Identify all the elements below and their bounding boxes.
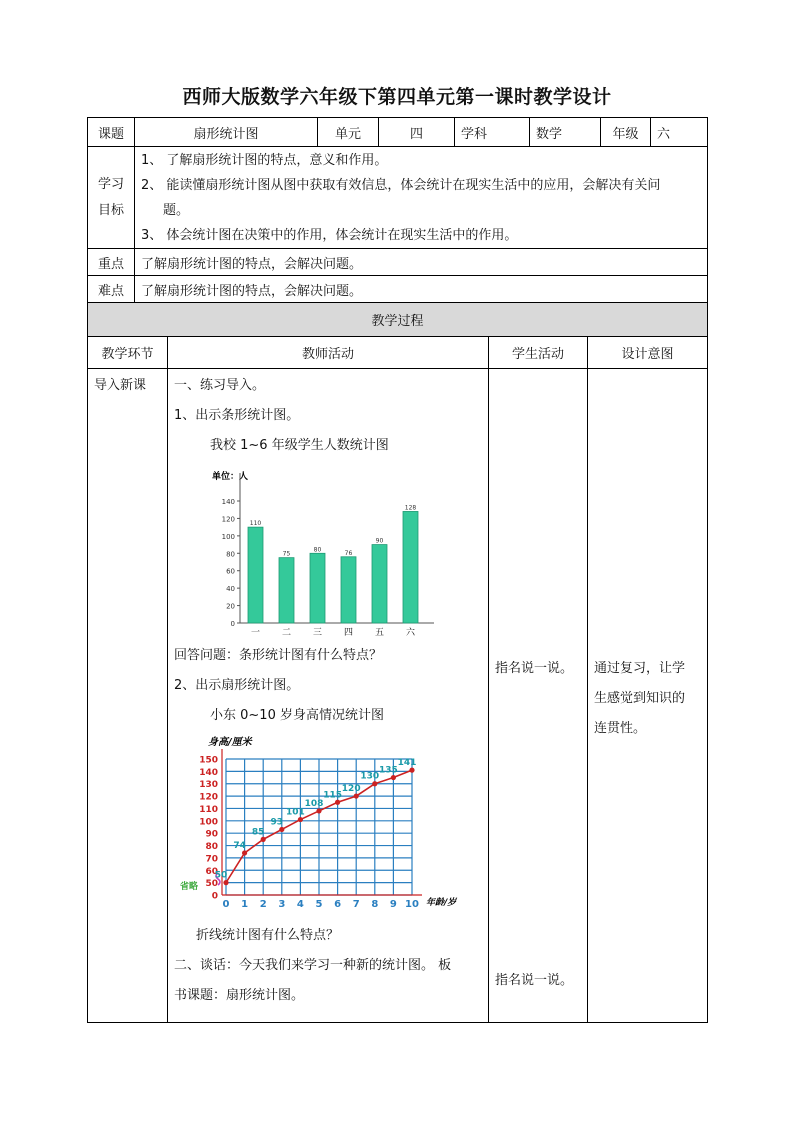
intent-line-1: 通过复习，让学 xyxy=(594,661,686,676)
line-y-tick-label: 90 xyxy=(205,829,218,840)
bar-y-tick-label: 100 xyxy=(221,532,235,541)
intent-line-3: 连贯性。 xyxy=(594,721,647,736)
height-value-label: 120 xyxy=(341,784,361,795)
bar-value-label: 76 xyxy=(344,549,353,557)
intent-line-2: 生感觉到知识的 xyxy=(594,691,686,706)
height-value-label: 50 xyxy=(214,870,228,881)
height-point xyxy=(409,768,414,773)
line-x-tick-label: 7 xyxy=(352,899,360,910)
bar-value-label: 90 xyxy=(375,537,384,545)
line-x-tick-label: 2 xyxy=(259,899,267,910)
line-y-tick-label: 0 xyxy=(211,891,218,902)
height-point xyxy=(242,850,247,855)
teacher-step-4-cont: 书课题：扇形统计图。 xyxy=(174,988,305,1003)
student-activity-1: 指名说一说。 xyxy=(495,661,574,676)
line-chart-caption: 小东 0~10 岁身高情况统计图 xyxy=(210,708,384,723)
height-point xyxy=(391,775,396,780)
grade-label: 年级 xyxy=(601,118,651,147)
unit-value: 四 xyxy=(379,118,455,147)
stage-label: 导入新课 xyxy=(94,378,147,393)
height-value-label: 101 xyxy=(286,807,305,818)
student-activity-2: 指名说一说。 xyxy=(495,973,574,988)
bar-value-label: 75 xyxy=(282,550,291,558)
unit-label: 单元 xyxy=(318,118,379,147)
teacher-step-1: 一、练习导入。 xyxy=(174,378,266,393)
height-value-label: 115 xyxy=(323,790,342,801)
goal-2-cont: 题。 xyxy=(163,202,190,218)
key-label: 重点 xyxy=(88,249,135,276)
subject-value: 数学 xyxy=(530,118,601,147)
height-value-label: 85 xyxy=(251,827,265,838)
grade-value: 六 xyxy=(651,118,708,147)
goals-content xyxy=(135,147,708,249)
line-y-tick-label: 130 xyxy=(199,780,218,791)
bar-value-label: 110 xyxy=(249,520,262,528)
line-x-tick-label: 4 xyxy=(296,899,304,910)
line-chart xyxy=(174,731,474,921)
bar-4 xyxy=(341,557,356,623)
bar-y-tick-label: 80 xyxy=(226,550,235,559)
bar-y-tick-label: 140 xyxy=(221,498,235,506)
key-content: 了解扇形统计图的特点，会解决问题。 xyxy=(135,249,708,276)
header-student: 学生活动 xyxy=(489,337,588,369)
line-x-tick-label: 6 xyxy=(334,899,342,910)
topic-value: 扇形统计图 xyxy=(135,118,318,147)
bar-value-label: 128 xyxy=(404,504,417,512)
line-x-tick-label: 3 xyxy=(278,899,286,910)
bar-category-label: 六 xyxy=(405,628,416,638)
height-point xyxy=(372,781,377,786)
bar-y-tick-label: 120 xyxy=(221,515,235,524)
bar-category-label: 二 xyxy=(281,628,292,638)
bar-category-label: 一 xyxy=(250,628,261,638)
height-point xyxy=(279,827,284,832)
difficulty-content: 了解扇形统计图的特点，会解决问题。 xyxy=(135,276,708,303)
process-table xyxy=(87,302,708,1023)
height-value-label: 141 xyxy=(397,758,417,769)
height-point xyxy=(223,880,228,885)
header-intent: 设计意图 xyxy=(588,337,708,369)
goal-3: 3、 体会统计图在决策中的作用，体会统计在现实生活中的作用。 xyxy=(141,227,518,243)
height-point xyxy=(261,837,266,842)
line-y-tick-label: 150 xyxy=(199,755,218,766)
bar-value-label: 80 xyxy=(313,546,322,554)
line-y-tick-label: 60 xyxy=(205,866,218,877)
height-point xyxy=(298,817,303,822)
bar-5 xyxy=(372,545,387,623)
teacher-step-2: 1、出示条形统计图。 xyxy=(174,408,300,423)
line-y-tick-label: 70 xyxy=(205,854,218,865)
line-chart-x-label: 年龄/岁 xyxy=(426,898,457,908)
goals-label-line1: 学习 xyxy=(97,176,124,192)
goal-1: 1、 了解扇形统计图的特点，意义和作用。 xyxy=(141,152,388,168)
bar-2 xyxy=(279,558,294,623)
bar-3 xyxy=(310,553,325,623)
bar-chart-caption: 我校 1~6 年级学生人数统计图 xyxy=(210,438,389,453)
line-x-tick-label: 5 xyxy=(315,899,323,910)
teacher-question-1: 回答问题：条形统计图有什么特点？ xyxy=(174,648,383,663)
bar-category-label: 五 xyxy=(374,628,385,638)
bar-chart xyxy=(174,461,474,641)
goal-2: 2、 能读懂扇形统计图从图中获取有效信息，体会统计在现实生活中的应用，会解决有关问 xyxy=(141,177,661,193)
height-value-label: 135 xyxy=(379,765,398,776)
bar-y-tick-label: 60 xyxy=(226,567,235,576)
line-y-tick-label: 140 xyxy=(199,767,218,778)
height-value-label: 93 xyxy=(270,817,284,828)
difficulty-label: 难点 xyxy=(88,276,135,303)
header-stage: 教学环节 xyxy=(88,337,168,369)
line-y-tick-label: 100 xyxy=(199,817,218,828)
line-y-tick-label: 110 xyxy=(199,804,218,815)
process-section-title: 教学过程 xyxy=(88,303,708,337)
line-x-tick-label: 0 xyxy=(222,899,230,910)
height-value-label: 130 xyxy=(360,771,380,782)
line-x-tick-label: 9 xyxy=(389,899,397,910)
bar-chart-unit-label: 单位：人 xyxy=(212,472,249,482)
line-y-tick-label: 120 xyxy=(199,792,218,803)
line-x-tick-label: 1 xyxy=(241,899,249,910)
goals-label xyxy=(88,147,135,249)
height-value-label: 74 xyxy=(233,840,246,851)
bar-category-label: 四 xyxy=(343,628,354,638)
teacher-step-3: 2、出示扇形统计图。 xyxy=(174,678,300,693)
goals-label-line2: 目标 xyxy=(97,202,124,218)
subject-label: 学科 xyxy=(455,118,530,147)
bar-category-label: 三 xyxy=(312,628,323,638)
topic-label: 课题 xyxy=(88,118,135,147)
line-x-tick-label: 8 xyxy=(371,899,379,910)
intent-cell xyxy=(588,369,708,1023)
bar-1 xyxy=(248,527,263,623)
stage-cell xyxy=(88,369,168,1023)
height-point xyxy=(316,808,321,813)
teacher-cell xyxy=(168,369,489,1023)
teacher-question-2: 折线统计图有什么特点？ xyxy=(196,928,340,943)
height-point xyxy=(335,800,340,805)
bar-y-tick-label: 0 xyxy=(230,620,235,628)
line-x-tick-label: 10 xyxy=(405,899,419,910)
teacher-step-4: 二、谈话：今天我们来学习一种新的统计图。 板 xyxy=(174,958,452,973)
bar-6 xyxy=(403,511,418,623)
height-value-label: 108 xyxy=(304,798,324,809)
bar-y-tick-label: 40 xyxy=(226,585,235,594)
student-cell xyxy=(489,369,588,1023)
line-y-tick-label: 80 xyxy=(205,842,218,853)
header-teacher: 教师活动 xyxy=(168,337,489,369)
document-title: 西师大版数学六年级下第四单元第一课时教学设计 xyxy=(182,86,612,108)
info-table xyxy=(87,117,708,303)
line-chart-y-label: 身高/厘米 xyxy=(208,737,252,748)
height-point xyxy=(354,793,359,798)
line-y-tick-label: 50 xyxy=(205,879,218,890)
line-chart-omit-label: 省略 xyxy=(180,882,199,892)
bar-y-tick-label: 20 xyxy=(226,602,235,611)
